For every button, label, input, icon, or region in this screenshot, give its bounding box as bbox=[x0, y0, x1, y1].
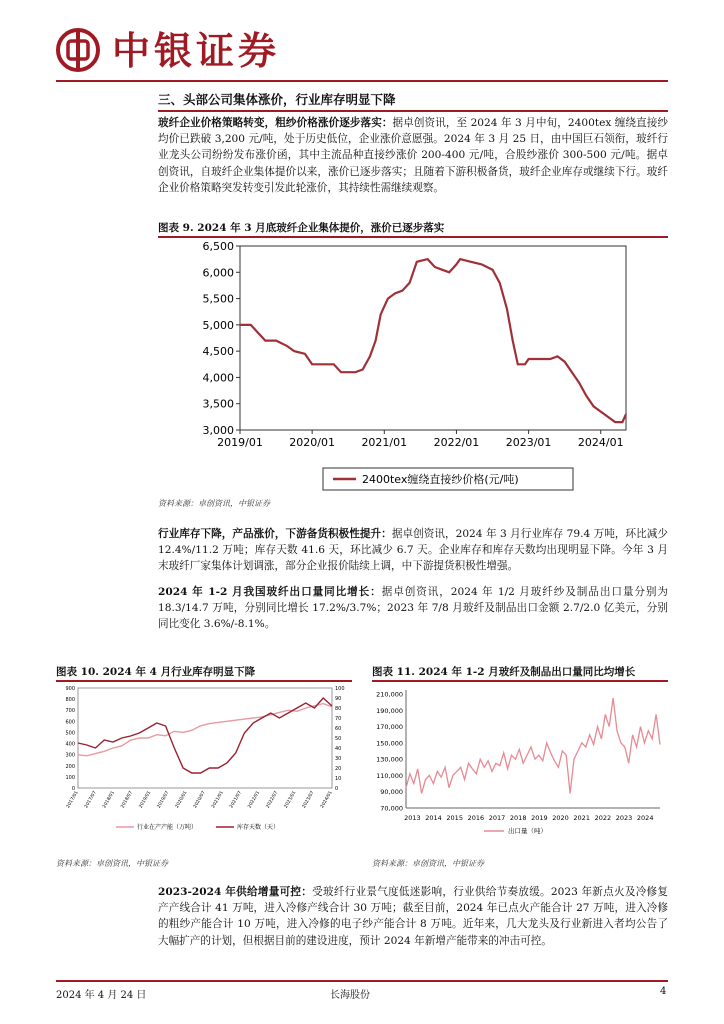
y-tick-label: 70,000 bbox=[380, 804, 403, 813]
x-tick-label: 2018/01 bbox=[102, 790, 117, 810]
series-line bbox=[406, 698, 660, 793]
figure-11-source: 资料来源：卓创资讯，中银证券 bbox=[372, 859, 484, 868]
x-tick-label: 2017/01 bbox=[66, 790, 80, 810]
y-tick-label: 6,500 bbox=[202, 240, 234, 253]
x-tick-label: 2018 bbox=[509, 814, 527, 822]
x-tick-label: 2019 bbox=[531, 814, 548, 822]
paragraph-text: 据卓创资讯，2024 年 1/2 月玻纤纱及制品出口量分别为 18.3/14.7 万吨，分别同比增长 17.2%/3.7%；2023 年 7/8 月玻纤及制品出口金额 2.7/2.0 亿美元，分别同比变化 3.6%/-8.1%。 bbox=[158, 586, 668, 631]
left-tick-label: 0 bbox=[71, 786, 75, 792]
x-tick-label: 2023/07 bbox=[301, 790, 316, 810]
y-tick-label: 130,000 bbox=[376, 755, 403, 764]
page-number: 4 bbox=[660, 986, 667, 997]
x-tick-label: 2019/01 bbox=[138, 790, 153, 810]
series-line bbox=[78, 704, 332, 756]
paragraph-lead: 2023-2024 年供给增量可控： bbox=[158, 886, 313, 898]
x-tick-label: 2020/07 bbox=[193, 790, 207, 810]
right-tick-label: 80 bbox=[335, 706, 342, 712]
figure-11-chart bbox=[372, 682, 668, 852]
y-tick-label: 170,000 bbox=[376, 723, 403, 732]
right-tick-label: 10 bbox=[335, 776, 342, 782]
plot-frame bbox=[240, 246, 626, 430]
x-tick-label: 2019/07 bbox=[156, 790, 171, 810]
footer-company: 长海股份 bbox=[330, 990, 370, 1001]
right-tick-label: 50 bbox=[335, 736, 342, 742]
right-tick-label: 30 bbox=[335, 756, 342, 762]
x-tick-label: 2013 bbox=[404, 814, 421, 822]
x-tick-label: 2024 bbox=[636, 814, 654, 822]
figure-9-source: 资料来源：卓创资讯，中银证券 bbox=[158, 499, 270, 508]
x-tick-label: 2021 bbox=[573, 814, 590, 822]
x-tick-label: 2018/07 bbox=[120, 790, 135, 810]
series-line bbox=[240, 259, 626, 422]
x-tick-label: 2021/01 bbox=[361, 436, 408, 449]
x-tick-label: 2023 bbox=[615, 814, 633, 822]
x-tick-label: 2021/07 bbox=[229, 790, 244, 810]
left-tick-label: 700 bbox=[65, 708, 75, 715]
x-tick-label: 2017 bbox=[488, 814, 506, 822]
figure-9-chart bbox=[158, 238, 668, 498]
y-tick-label: 110,000 bbox=[376, 771, 403, 780]
y-tick-label: 5,500 bbox=[202, 292, 234, 306]
legend-label: 2400tex缠绕直接纱价格(元/吨) bbox=[362, 473, 519, 486]
paragraph-inventory bbox=[158, 526, 668, 575]
y-tick-label: 90,000 bbox=[380, 788, 403, 797]
y-tick-label: 6,000 bbox=[202, 266, 234, 280]
y-tick-label: 4,500 bbox=[202, 345, 234, 359]
x-tick-label: 2020/01 bbox=[174, 790, 189, 810]
right-tick-label: 0 bbox=[335, 786, 339, 792]
x-tick-label: 2022 bbox=[594, 814, 612, 822]
x-tick-label: 2021/01 bbox=[211, 790, 225, 810]
legend-label: 出口量（吨） bbox=[508, 827, 547, 835]
x-tick-label: 2014 bbox=[425, 814, 442, 822]
figure-10-source: 资料来源：卓创资讯，中银证券 bbox=[56, 859, 168, 868]
plot-frame bbox=[78, 688, 332, 788]
right-tick-label: 60 bbox=[335, 726, 342, 732]
x-tick-label: 2017/07 bbox=[84, 790, 98, 810]
bank-of-china-logo-icon bbox=[56, 28, 100, 72]
x-tick-label: 2024/01 bbox=[577, 436, 624, 449]
left-tick-label: 900 bbox=[65, 686, 75, 692]
section-rule bbox=[158, 110, 668, 112]
x-tick-label: 2015 bbox=[446, 814, 463, 822]
x-tick-label: 2019/01 bbox=[217, 436, 263, 449]
y-tick-label: 4,000 bbox=[202, 371, 234, 385]
figure-9-caption: 图表 9. 2024 年 3 月底玻纤企业集体提价，涨价已逐步落实 bbox=[158, 222, 445, 234]
y-tick-label: 5,000 bbox=[202, 318, 234, 332]
paragraph-lead: 玻纤企业价格策略转变，粗纱价格涨价逐步落实： bbox=[158, 117, 393, 129]
paragraph-text: 据卓创资讯，至 2024 年 3 月中旬，2400tex 缠绕直接纱均价已跌破 3,200 元/吨，处于历史低位，企业涨价意愿强。2024 年 3 月 25 日，由中国巨石领衔，玻纤行业龙头公司纷纷发布涨价函，其中主流品种直接纱涨价 200-400 元/吨，合股纱涨价 300-500 元/吨。据卓创资讯，自玻纤企业集体提价以来，涨价已逐步落实；且随着下游积极备货，玻纤企业库存或继续下行。玻纤企业价格策略突发转变引发此轮涨价，其持续性需继续观察。 bbox=[158, 117, 668, 194]
x-tick-label: 2023/01 bbox=[505, 436, 552, 449]
header-rule bbox=[56, 80, 668, 82]
left-tick-label: 800 bbox=[65, 697, 75, 704]
right-tick-label: 70 bbox=[335, 716, 342, 722]
x-tick-label: 2016 bbox=[467, 814, 485, 822]
paragraph-text: 受玻纤行业景气度低迷影响，行业供给节奏放缓。2023 年新点火及冷修复产产线合计 41 万吨，进入冷修产线合计 30 万吨；截至目前，2024 年已点火产能合计 27 万吨，进入冷修的粗纱产能合计 10 万吨，进入冷修的电子纱产能合计 8 万吨。近年来，几大龙头及行业新进入者均公告了大幅扩产的计划，但根据目前的建设进度，预计 2024 年新增产能带来的冲击可控。 bbox=[158, 886, 668, 947]
legend-label: 库存天数（天） bbox=[237, 824, 280, 831]
brand-name: 中银证券 bbox=[112, 29, 281, 73]
x-tick-label: 2023/01 bbox=[283, 790, 298, 810]
y-tick-label: 150,000 bbox=[376, 739, 403, 748]
right-tick-label: 20 bbox=[335, 766, 342, 772]
x-tick-label: 2020 bbox=[552, 814, 569, 822]
left-tick-label: 200 bbox=[65, 763, 75, 770]
right-tick-label: 40 bbox=[335, 746, 342, 752]
y-tick-label: 3,000 bbox=[202, 424, 234, 437]
x-tick-label: 2020/01 bbox=[289, 436, 336, 449]
footer-date: 2024 年 4 月 24 日 bbox=[56, 990, 147, 1001]
x-tick-label: 2022/01 bbox=[433, 436, 480, 449]
paragraph-exports bbox=[158, 584, 668, 633]
left-tick-label: 600 bbox=[65, 719, 75, 726]
series-line bbox=[78, 698, 332, 773]
paragraph-lead: 行业库存下降，产品涨价，下游备货积极性提升： bbox=[158, 528, 392, 540]
figure-11-caption: 图表 11. 2024 年 1-2 月玻纤及制品出口量同比均增长 bbox=[372, 666, 636, 678]
x-tick-label: 2022/01 bbox=[247, 790, 262, 810]
y-tick-label: 210,000 bbox=[376, 690, 403, 699]
right-tick-label: 100 bbox=[335, 686, 345, 692]
left-tick-label: 400 bbox=[65, 741, 75, 748]
section-title: 三、头部公司集体涨价，行业库存明显下降 bbox=[158, 92, 396, 107]
x-tick-label: 2022/07 bbox=[265, 790, 280, 810]
right-tick-label: 90 bbox=[335, 696, 342, 702]
paragraph-lead: 2024 年 1-2 月我国玻纤出口量同比增长： bbox=[158, 586, 382, 598]
figure-10-caption: 图表 10. 2024 年 4 月行业库存明显下降 bbox=[56, 666, 256, 678]
legend-label: 行业在产产能（万吨） bbox=[137, 824, 198, 831]
x-tick-label: 2024/01 bbox=[320, 790, 334, 810]
y-tick-label: 3,500 bbox=[202, 397, 234, 411]
left-tick-label: 300 bbox=[65, 752, 75, 759]
paragraph-price-strategy bbox=[158, 115, 668, 196]
paragraph-supply bbox=[158, 884, 668, 949]
left-tick-label: 500 bbox=[65, 730, 75, 737]
left-tick-label: 100 bbox=[65, 774, 75, 781]
y-tick-label: 190,000 bbox=[376, 706, 403, 715]
paragraph-text: 据卓创资讯，2024 年 3 月行业库存 79.4 万吨，环比减少 12.4%/11.2 万吨；库存天数 41.6 天，环比减少 6.7 天。企业库存和库存天数均出现明显下降。今年 3 月末玻纤厂家集体计划调涨，部分企业报价陆续上调，中下游提货积极性增强。 bbox=[158, 528, 668, 573]
figure-10-chart bbox=[56, 682, 352, 852]
footer-rule bbox=[56, 980, 668, 982]
